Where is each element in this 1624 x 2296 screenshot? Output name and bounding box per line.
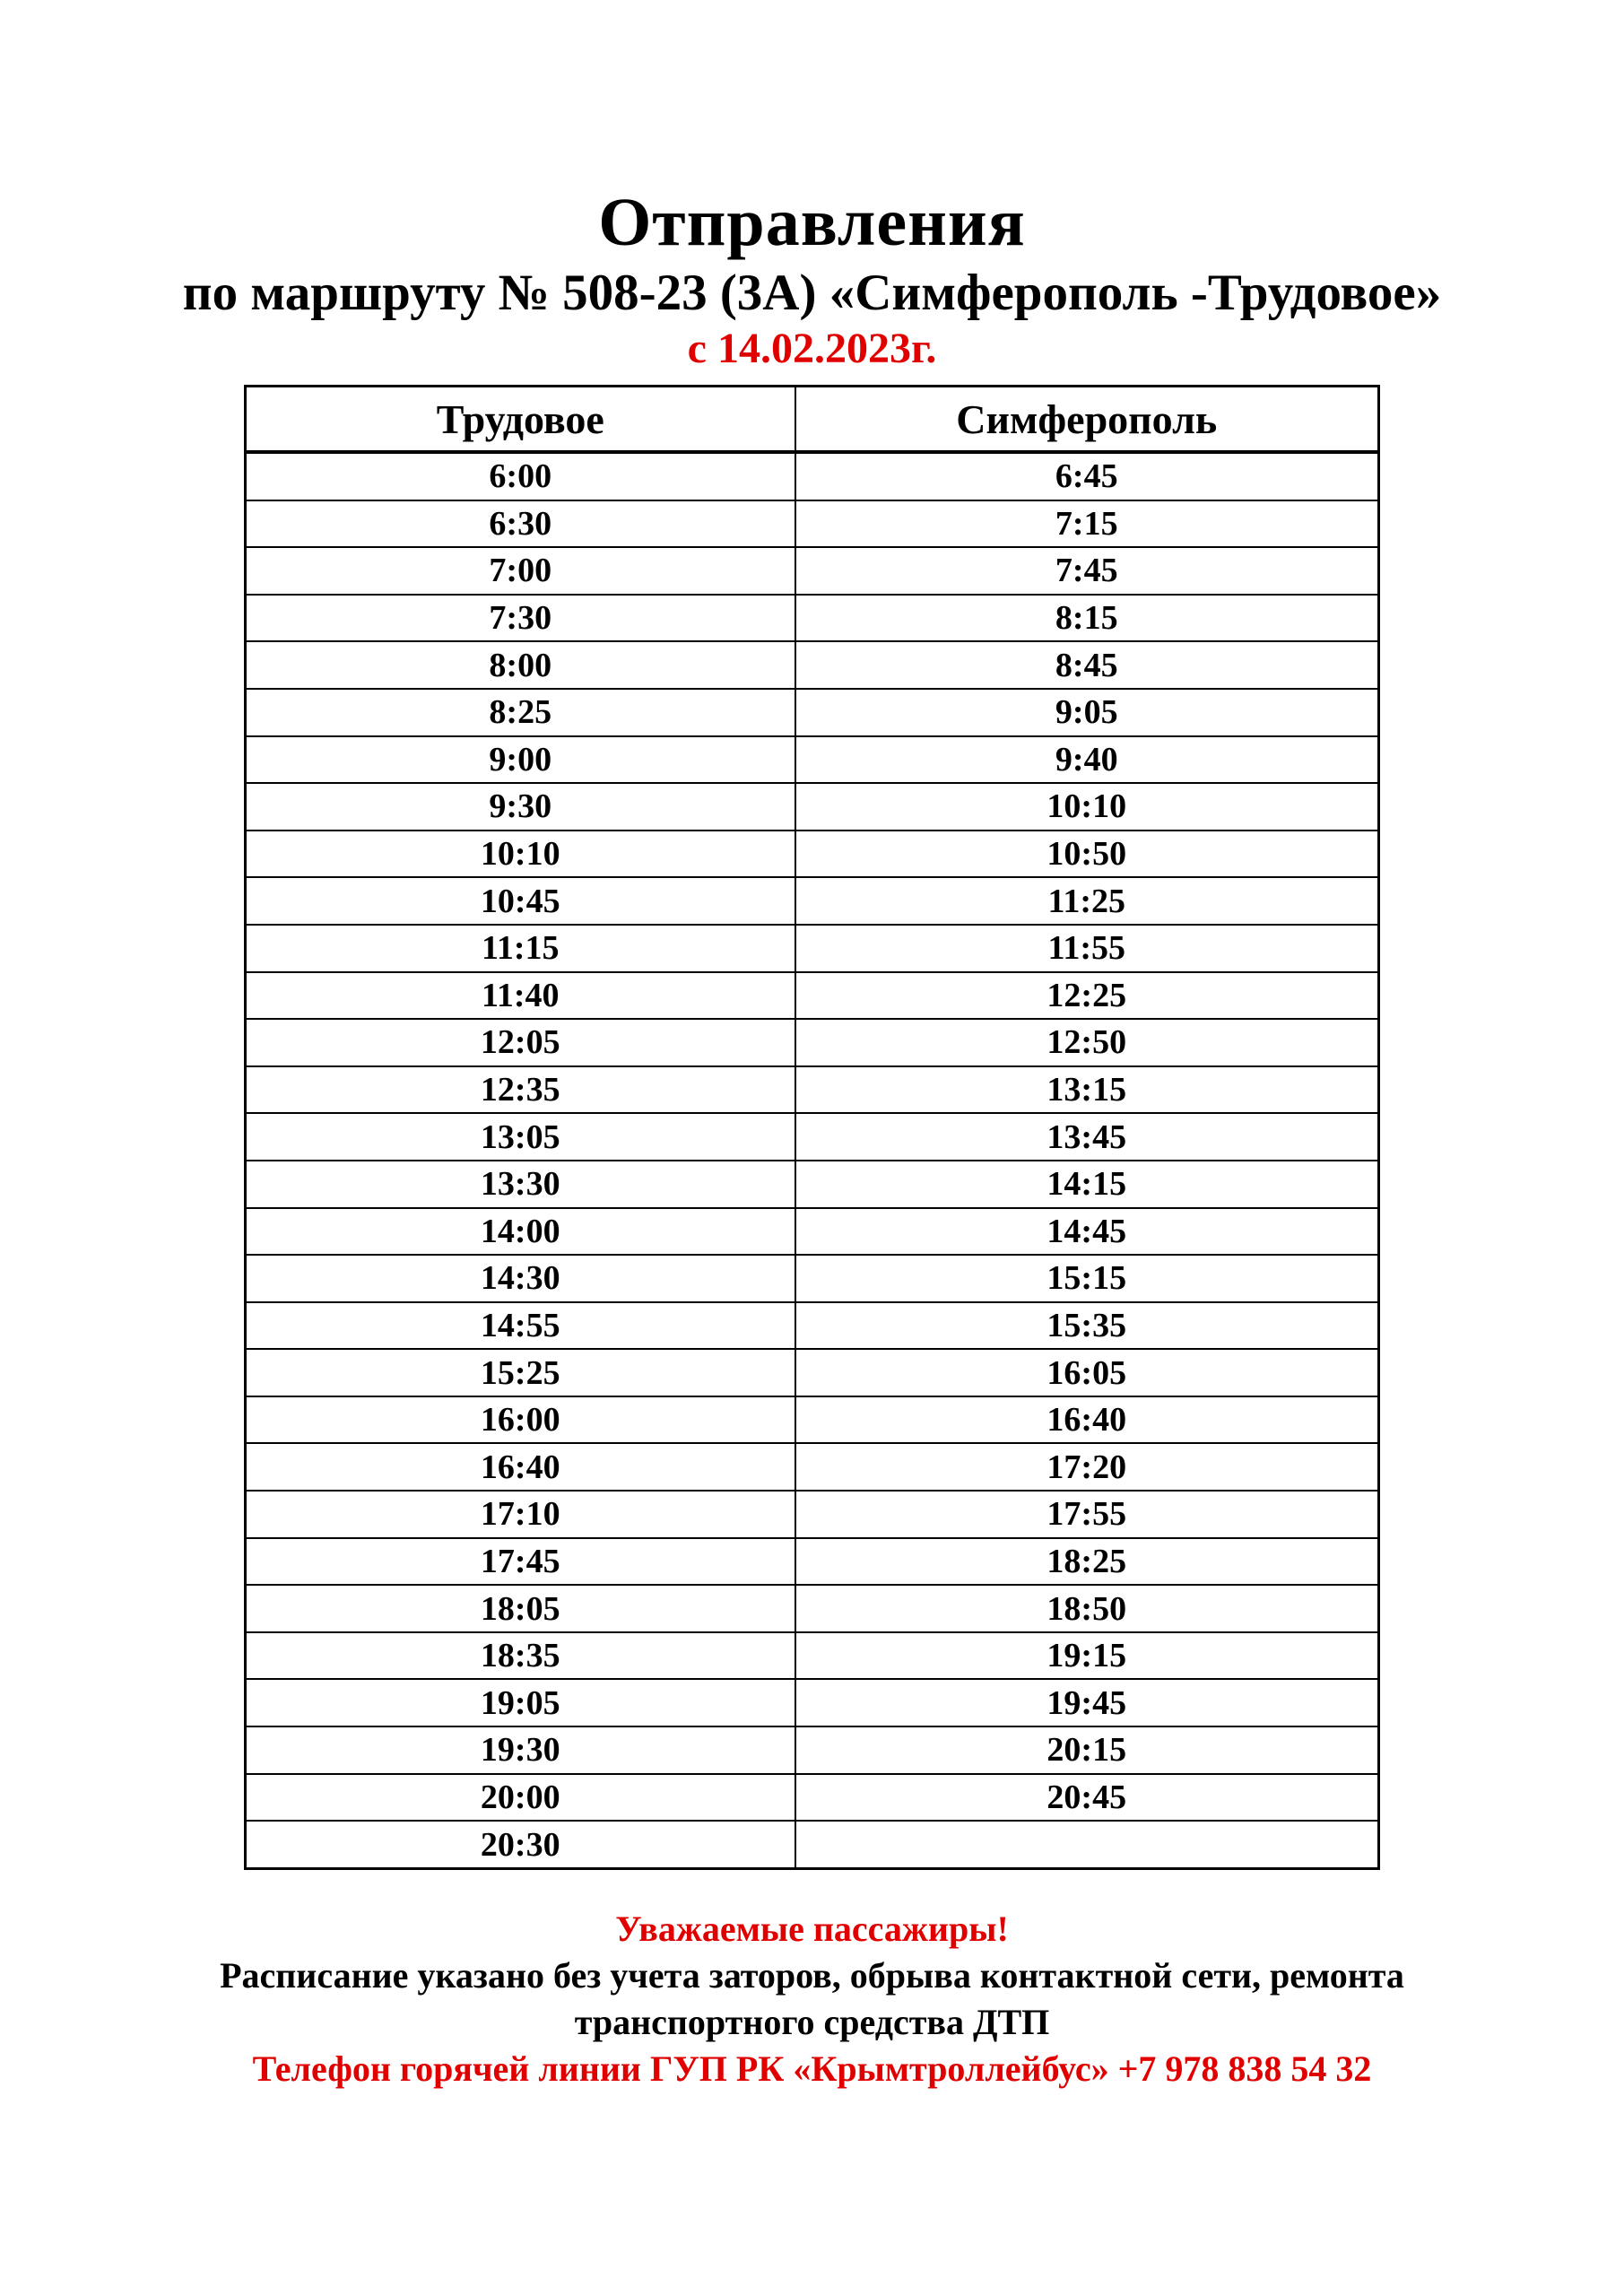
time-cell: 20:30 bbox=[246, 1821, 795, 1868]
time-cell: 13:30 bbox=[246, 1161, 795, 1208]
time-cell: 11:25 bbox=[795, 877, 1379, 925]
time-cell: 11:55 bbox=[795, 925, 1379, 972]
table-row bbox=[246, 689, 1379, 736]
table-row bbox=[246, 1302, 1379, 1350]
time-cell: 15:15 bbox=[795, 1255, 1379, 1302]
table-row bbox=[246, 925, 1379, 972]
table-row bbox=[246, 1679, 1379, 1726]
table-row bbox=[246, 1396, 1379, 1444]
time-cell: 15:35 bbox=[795, 1302, 1379, 1350]
table-row bbox=[246, 595, 1379, 642]
table-row bbox=[246, 1066, 1379, 1114]
table-row bbox=[246, 1255, 1379, 1302]
table-row bbox=[246, 1019, 1379, 1066]
table-row bbox=[246, 1349, 1379, 1396]
time-cell: 6:45 bbox=[795, 452, 1379, 500]
time-cell: 18:35 bbox=[246, 1632, 795, 1680]
table-row bbox=[246, 1538, 1379, 1586]
time-cell: 19:15 bbox=[795, 1632, 1379, 1680]
time-cell: 12:05 bbox=[246, 1019, 795, 1066]
time-cell: 10:10 bbox=[795, 783, 1379, 831]
time-cell: 13:45 bbox=[795, 1113, 1379, 1161]
schedule-table-head bbox=[246, 387, 1379, 453]
table-row bbox=[246, 1821, 1379, 1868]
time-cell: 18:50 bbox=[795, 1585, 1379, 1632]
time-cell: 20:45 bbox=[795, 1774, 1379, 1822]
time-cell: 7:00 bbox=[246, 547, 795, 595]
footer bbox=[0, 1906, 1624, 2092]
time-cell: 11:15 bbox=[246, 925, 795, 972]
time-cell: 16:40 bbox=[795, 1396, 1379, 1444]
time-cell: 12:25 bbox=[795, 972, 1379, 1020]
time-cell: 20:15 bbox=[795, 1726, 1379, 1774]
table-row bbox=[246, 1632, 1379, 1680]
time-cell: 14:55 bbox=[246, 1302, 795, 1350]
column-header-simferopol: Симферополь bbox=[795, 387, 1379, 453]
footer-attention: Уважаемые пассажиры! bbox=[615, 1908, 1009, 1949]
table-row bbox=[246, 452, 1379, 500]
time-cell: 6:00 bbox=[246, 452, 795, 500]
table-row bbox=[246, 1726, 1379, 1774]
table-row bbox=[246, 1443, 1379, 1491]
time-cell: 14:45 bbox=[795, 1208, 1379, 1256]
time-cell: 8:45 bbox=[795, 641, 1379, 689]
effective-date: с 14.02.2023г. bbox=[687, 325, 937, 372]
time-cell: 12:35 bbox=[246, 1066, 795, 1114]
time-cell: 17:55 bbox=[795, 1491, 1379, 1538]
time-cell: 9:40 bbox=[795, 736, 1379, 784]
time-cell: 11:40 bbox=[246, 972, 795, 1020]
time-cell: 8:15 bbox=[795, 595, 1379, 642]
time-cell: 7:45 bbox=[795, 547, 1379, 595]
time-cell: 13:15 bbox=[795, 1066, 1379, 1114]
time-cell: 16:40 bbox=[246, 1443, 795, 1491]
time-cell: 13:05 bbox=[246, 1113, 795, 1161]
table-row bbox=[246, 783, 1379, 831]
time-cell: 17:10 bbox=[246, 1491, 795, 1538]
time-cell: 8:25 bbox=[246, 689, 795, 736]
time-cell: 19:05 bbox=[246, 1679, 795, 1726]
time-cell: 6:30 bbox=[246, 500, 795, 548]
table-row bbox=[246, 641, 1379, 689]
table-row bbox=[246, 1208, 1379, 1256]
table-row bbox=[246, 1491, 1379, 1538]
time-cell: 19:45 bbox=[795, 1679, 1379, 1726]
time-cell: 10:10 bbox=[246, 831, 795, 878]
time-cell: 14:15 bbox=[795, 1161, 1379, 1208]
table-row bbox=[246, 831, 1379, 878]
time-cell: 9:30 bbox=[246, 783, 795, 831]
table-row bbox=[246, 972, 1379, 1020]
page-title: Отправления bbox=[598, 185, 1026, 260]
column-header-trudovoe: Трудовое bbox=[246, 387, 795, 453]
table-row bbox=[246, 1113, 1379, 1161]
time-cell: 12:50 bbox=[795, 1019, 1379, 1066]
time-cell: 14:00 bbox=[246, 1208, 795, 1256]
schedule-table-body bbox=[246, 452, 1379, 1868]
schedule-table bbox=[244, 385, 1380, 1870]
time-cell: 18:25 bbox=[795, 1538, 1379, 1586]
time-cell: 17:45 bbox=[246, 1538, 795, 1586]
time-cell bbox=[795, 1821, 1379, 1868]
table-row bbox=[246, 547, 1379, 595]
table-row bbox=[246, 1161, 1379, 1208]
time-cell: 17:20 bbox=[795, 1443, 1379, 1491]
time-cell: 18:05 bbox=[246, 1585, 795, 1632]
time-cell: 16:00 bbox=[246, 1396, 795, 1444]
time-cell: 10:45 bbox=[246, 877, 795, 925]
time-cell: 8:00 bbox=[246, 641, 795, 689]
time-cell: 9:05 bbox=[795, 689, 1379, 736]
table-row bbox=[246, 1585, 1379, 1632]
table-row bbox=[246, 500, 1379, 548]
footer-note: Расписание указано без учета заторов, обрыва контактной сети, ремонта транспортного средства ДТП bbox=[220, 1954, 1404, 2042]
time-cell: 14:30 bbox=[246, 1255, 795, 1302]
time-cell: 7:15 bbox=[795, 500, 1379, 548]
footer-hotline: Телефон горячей линии ГУП РК «Крымтроллейбус» +7 978 838 54 32 bbox=[252, 2048, 1372, 2089]
time-cell: 15:25 bbox=[246, 1349, 795, 1396]
time-cell: 20:00 bbox=[246, 1774, 795, 1822]
table-row bbox=[246, 877, 1379, 925]
table-row bbox=[246, 1774, 1379, 1822]
route-subtitle: по маршруту № 508-23 (3А) «Симферополь -Трудовое» bbox=[182, 265, 1442, 321]
time-cell: 10:50 bbox=[795, 831, 1379, 878]
header-row bbox=[246, 387, 1379, 453]
table-row bbox=[246, 736, 1379, 784]
time-cell: 19:30 bbox=[246, 1726, 795, 1774]
time-cell: 7:30 bbox=[246, 595, 795, 642]
time-cell: 9:00 bbox=[246, 736, 795, 784]
time-cell: 16:05 bbox=[795, 1349, 1379, 1396]
